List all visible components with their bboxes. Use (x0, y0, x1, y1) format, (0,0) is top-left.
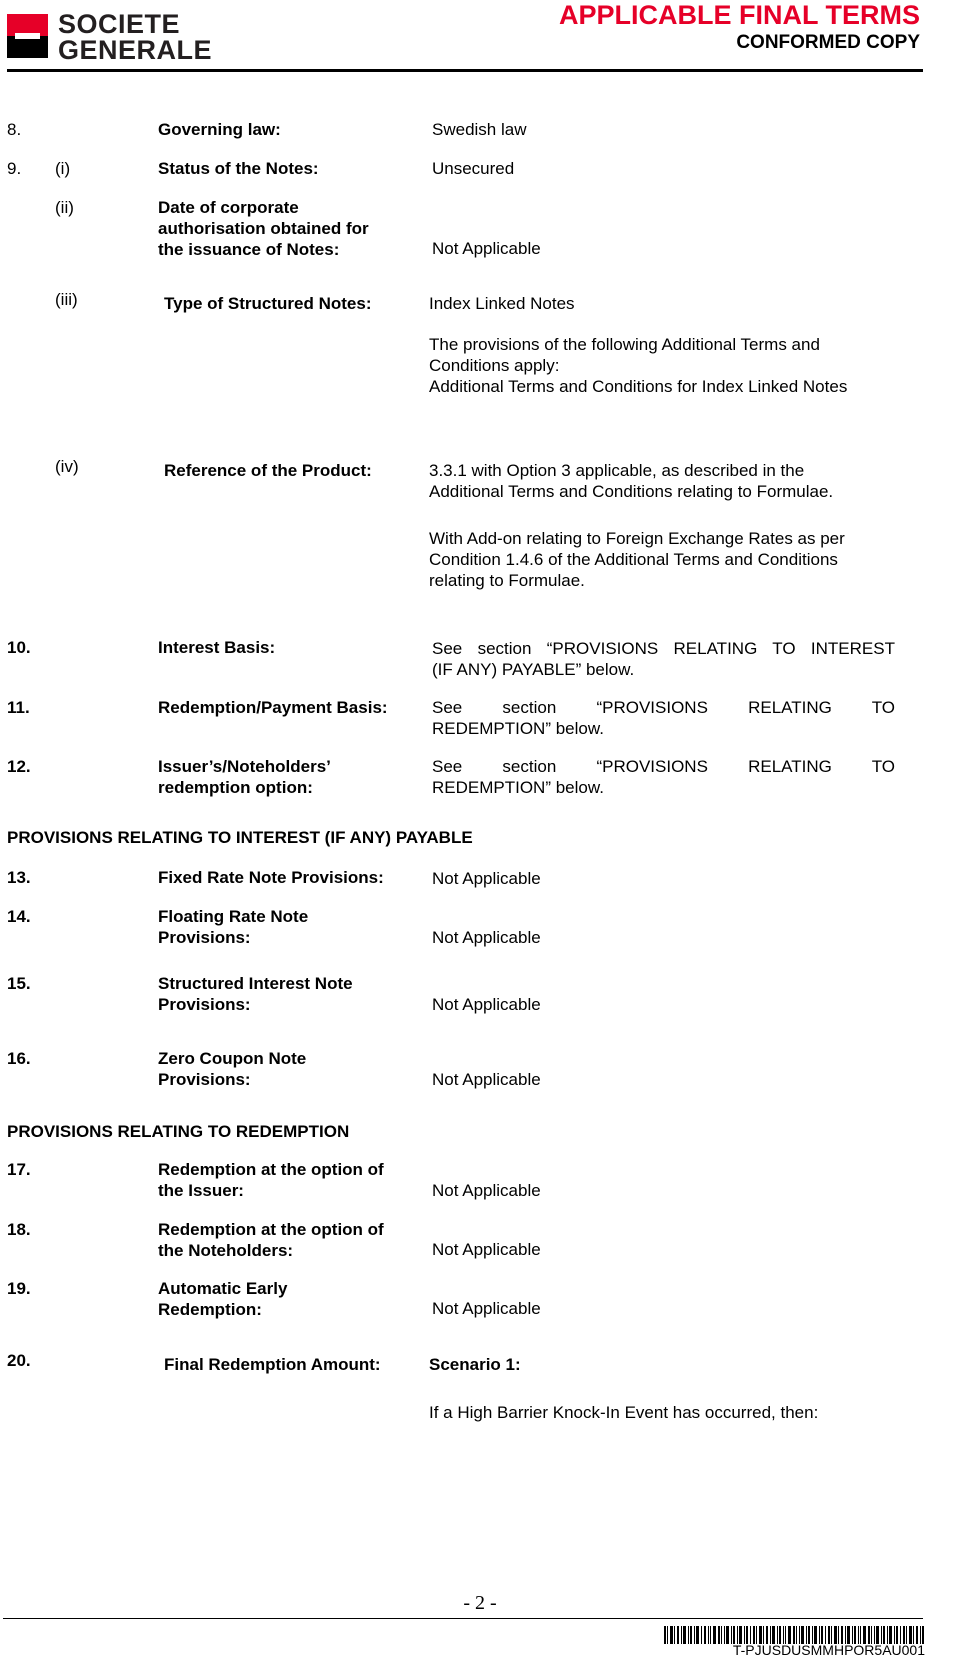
item-label: Floating Rate Note Provisions: (158, 907, 309, 947)
logo-wordmark: SOCIETE GENERALE (58, 9, 213, 65)
item-value: Not Applicable (432, 1299, 541, 1318)
item-value: Not Applicable (432, 869, 541, 888)
document-id: T-PJUSDUSMMHPOR5AU001 (732, 1642, 925, 1658)
page-number: - 2 - (463, 1592, 497, 1614)
item-value: With Add-on relating to Foreign Exchange Rates as per Condition 1.4.6 of the Additional Terms and Conditions relating to Formulae. (429, 529, 845, 590)
logo-mark-icon (7, 14, 48, 58)
item-number: 8. (7, 120, 22, 139)
item-value: Not Applicable (432, 928, 541, 947)
item-number: 10. (7, 638, 31, 657)
sub-item-number: (iv) (55, 457, 79, 476)
section-heading: PROVISIONS RELATING TO INTEREST (IF ANY) PAYABLE (7, 828, 473, 847)
item-value: Not Applicable (432, 1070, 541, 1089)
item-label: Redemption/Payment Basis: (158, 698, 388, 717)
item-number: 14. (7, 907, 31, 926)
item-number: 11. (7, 698, 30, 717)
item-number: 17. (7, 1160, 31, 1179)
item-value: Unsecured (432, 159, 515, 178)
sub-item-number: (i) (55, 159, 71, 178)
document-title: APPLICABLE FINAL TERMS (558, 0, 920, 30)
item-value: Not Applicable (432, 995, 541, 1014)
item-label: Fixed Rate Note Provisions: (158, 868, 384, 887)
item-number: 9. (7, 159, 22, 178)
item-number: 15. (7, 974, 31, 993)
item-label: Issuer’s/Noteholders’ redemption option: (158, 757, 331, 797)
item-value: The provisions of the following Additional Terms and Conditions apply: Additional Terms and Conditions for Index Linked Notes (429, 335, 848, 396)
section-heading: PROVISIONS RELATING TO REDEMPTION (7, 1122, 350, 1141)
sub-item-number: (ii) (55, 198, 74, 217)
item-value: See section “PROVISIONS RELATING TO REDEMPTION” below. (432, 757, 895, 797)
item-number: 19. (7, 1279, 31, 1298)
item-value: Swedish law (432, 120, 527, 139)
item-number: 18. (7, 1220, 31, 1239)
item-label: Date of corporate authorisation obtained for the issuance of Notes: (158, 198, 369, 259)
item-label: Status of the Notes: (158, 159, 319, 178)
item-label: Final Redemption Amount: (164, 1355, 381, 1374)
item-number: 12. (7, 757, 31, 776)
item-label: Reference of the Product: (164, 461, 372, 480)
item-label: Governing law: (158, 120, 281, 139)
item-value: See section “PROVISIONS RELATING TO REDEMPTION” below. (432, 698, 895, 738)
item-number: 16. (7, 1049, 31, 1068)
document-subtitle: CONFORMED COPY (736, 32, 920, 53)
item-number: 13. (7, 868, 31, 887)
footer-rule (3, 1618, 923, 1619)
item-label: Interest Basis: (158, 638, 276, 657)
item-value: If a High Barrier Knock-In Event has occurred, then: (429, 1403, 819, 1422)
item-value: Not Applicable (432, 1181, 541, 1200)
item-value: Index Linked Notes (429, 294, 575, 313)
header-rule (7, 69, 923, 72)
item-value: Scenario 1: (429, 1355, 521, 1374)
item-label: Redemption at the option of the Noteholders: (158, 1220, 384, 1260)
item-label: Automatic Early Redemption: (158, 1279, 288, 1319)
item-value: Not Applicable (432, 239, 541, 258)
item-number: 20. (7, 1351, 31, 1370)
item-value: Not Applicable (432, 1240, 541, 1259)
item-value: 3.3.1 with Option 3 applicable, as described in the Additional Terms and Conditions relating to Formulae. (429, 461, 834, 501)
sub-item-number: (iii) (55, 290, 78, 309)
item-value: See section “PROVISIONS RELATING TO INTEREST (IF ANY) PAYABLE” below. (432, 639, 895, 679)
item-label: Redemption at the option of the Issuer: (158, 1160, 384, 1200)
item-label: Zero Coupon Note Provisions: (158, 1049, 307, 1089)
item-label: Type of Structured Notes: (164, 294, 372, 313)
item-label: Structured Interest Note Provisions: (158, 974, 353, 1014)
